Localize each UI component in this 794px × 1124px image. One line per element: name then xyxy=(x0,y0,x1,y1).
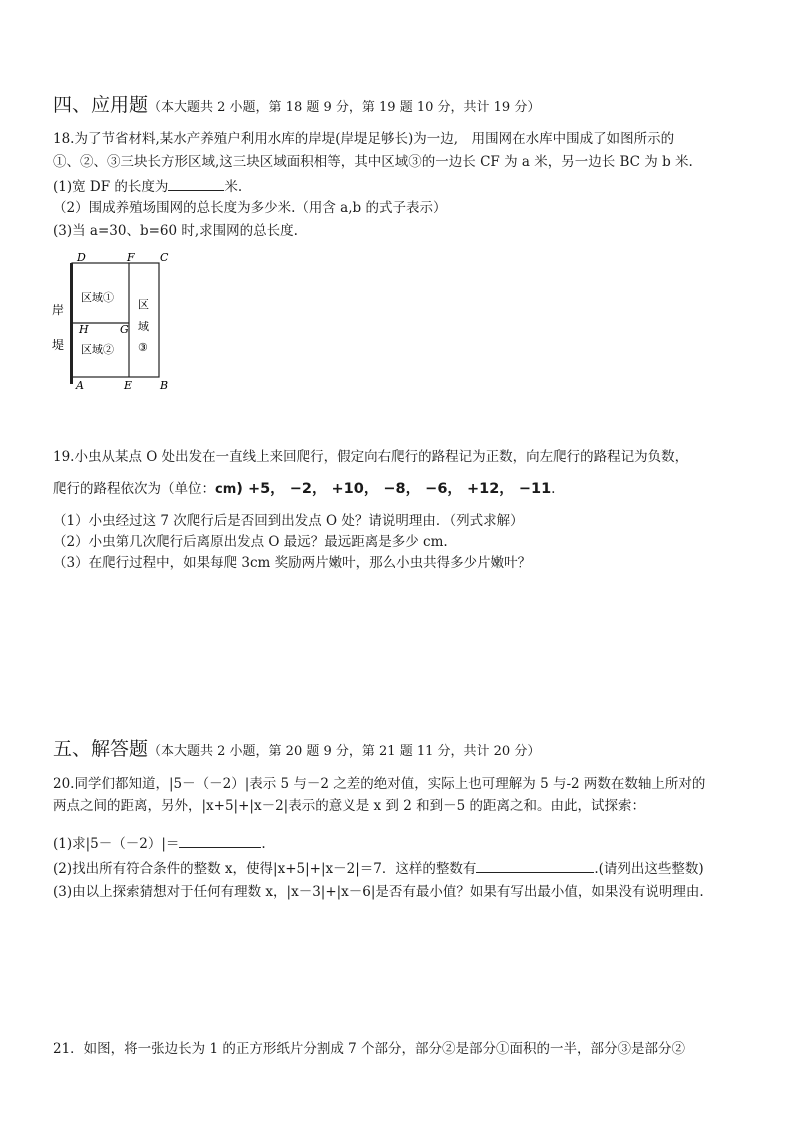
q19-line2-end: . xyxy=(551,481,556,497)
q20-part1-answer-blank[interactable] xyxy=(179,833,261,848)
region1-label: 区域① xyxy=(81,291,114,304)
q19-unit: cm xyxy=(215,482,237,497)
q20-part2-text: (2)找出所有符合条件的整数 x，使得|x+5|+|x－2|＝7．这样的整数有 xyxy=(53,861,477,877)
q21-line1: 21．如图，将一张边长为 1 的正方形纸片分割成 7 个部分，部分②是部分①面积的一半，部分③是部分② xyxy=(53,1041,686,1057)
region3-label-3: ③ xyxy=(138,341,148,354)
q20-line1: 20.同学们都知道，|5－（－2）|表示 5 与－2 之差的绝对值，实际上也可理解为 5 与-2 两数在数轴上所对的 xyxy=(53,776,706,792)
q19-line1: 19.小虫从某点 O 处出发在一直线上来回爬行，假定向右爬行的路程记为正数，向左爬行的路程记为负数， xyxy=(53,449,689,465)
q18-part1-unit: 米. xyxy=(224,179,243,195)
section4-note: （本大题共 2 小题，第 18 题 9 分，第 19 题 10 分，共计 19 分） xyxy=(148,100,541,115)
q19-part2: （2）小虫第几次爬行后离原出发点 O 最远？最远距离是多少 cm. xyxy=(53,534,448,550)
region3-label-1: 区 xyxy=(138,298,149,311)
section5-heading xyxy=(53,740,540,761)
q20-part1-end: . xyxy=(261,836,266,852)
q18-part1-answer-blank[interactable] xyxy=(168,176,224,191)
section4-heading xyxy=(53,96,540,117)
q18-part2: （2）围成养殖场围网的总长度为多少米.（用含 a,b 的式子表示） xyxy=(53,200,447,216)
q20-part2-end: .(请列出这些整数) xyxy=(594,861,704,877)
q20-line2: 两点之间的距离，另外，|x+5|+|x－2|表示的意义是 x 到 2 和到－5 的距离之和。由此，试探索： xyxy=(53,798,645,814)
q19-part1: （1）小虫经过这 7 次爬行后是否回到出发点 O 处？请说明理由．（列式求解） xyxy=(53,513,524,529)
q20-part1-text: (1)求|5－（－2）|＝ xyxy=(53,836,180,852)
q19-values: ) +5， −2， +10， −8， −6， +12， −11 xyxy=(236,481,552,497)
q18-stem-line1: 18.为了节省材料,某水产养殖户利用水库的岸堤(岸堤足够长)为一边, 用围网在水库中围成了如图所示的 xyxy=(53,131,675,147)
q18-part1 xyxy=(53,176,242,196)
q20-part3: (3)由以上探索猜想对于任何有理数 x，|x－3|+|x－6|是否有最小值？如果有写出最小值，如果没有说明理由. xyxy=(53,884,704,900)
q18-part1-text: (1)宽 DF 的长度为 xyxy=(53,179,169,195)
q19-line2 xyxy=(53,480,555,499)
q20-part2 xyxy=(53,858,704,878)
label-E: E xyxy=(124,379,133,392)
section4-title: 四、应用题 xyxy=(53,94,149,116)
label-B: B xyxy=(160,379,169,392)
region2-label: 区域② xyxy=(81,343,114,356)
q20-part1 xyxy=(53,833,266,853)
label-F: F xyxy=(127,251,135,264)
label-C: C xyxy=(160,251,169,264)
region3-label-2: 域 xyxy=(138,320,149,333)
q19-part3: （3）在爬行过程中，如果每爬 3cm 奖励两片嫩叶，那么小虫共得多少片嫩叶？ xyxy=(53,555,532,571)
q18-part3: (3)当 a=30、b=60 时,求围网的总长度. xyxy=(53,223,298,239)
q18-figure xyxy=(50,248,190,396)
bank-label-2: 堤 xyxy=(52,338,65,352)
label-H: H xyxy=(79,323,89,336)
q19-line2-prefix: 爬行的路程依次为（单位： xyxy=(53,481,215,497)
q18-stem-line2: ①、②、③三块长方形区域,这三块区域面积相等，其中区域③的一边长 CF 为 a 米，另一边长 BC 为 b 米. xyxy=(53,154,693,170)
section5-title: 五、解答题 xyxy=(53,738,149,760)
section5-note: （本大题共 2 小题，第 20 题 9 分，第 21 题 11 分，共计 20 分） xyxy=(148,744,541,759)
label-D: D xyxy=(77,251,86,264)
label-A: A xyxy=(76,379,84,392)
label-G: G xyxy=(120,323,129,336)
q20-part2-answer-blank[interactable] xyxy=(476,858,594,873)
bank-label-1: 岸 xyxy=(52,303,65,317)
